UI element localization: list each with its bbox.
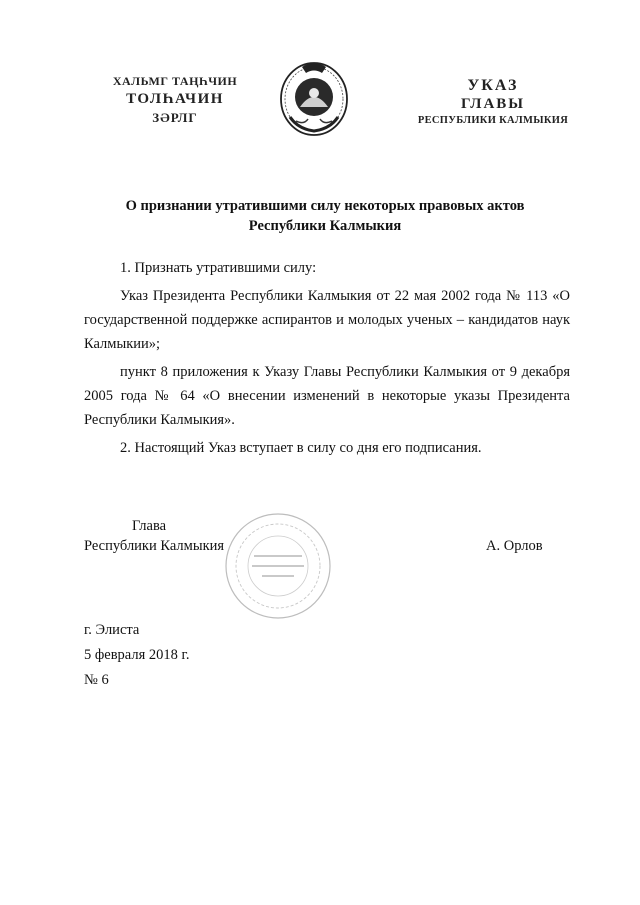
header-russian-line3: РЕСПУБЛИКИ КАЛМЫКИЯ	[417, 115, 569, 126]
footer-city: г. Элиста	[84, 622, 140, 638]
footer-date: 5 февраля 2018 г.	[84, 647, 190, 663]
paragraph-2: пункт 8 приложения к Указу Главы Республики Калмыкия от 9 декабря 2005 года № 64 «О внесении изменений в некоторые указы Президента Республики Калмыкия».	[84, 364, 570, 428]
header-russian-line1: УКАЗ	[467, 77, 519, 94]
document-title	[80, 196, 570, 236]
header-kalmyk	[90, 74, 260, 126]
signature-name: А. Орлов	[486, 538, 543, 554]
document-title-line1: О признании утратившими силу некоторых правовых актов	[125, 198, 525, 214]
header-russian	[408, 77, 578, 126]
document-body	[84, 256, 570, 464]
signature-position-line2: Республики Калмыкия	[84, 538, 225, 554]
header-russian-line2: ГЛАВЫ	[460, 96, 526, 112]
seal-stamp	[222, 510, 334, 622]
header-kalmyk-line3: ЗӘРЛГ	[152, 110, 198, 125]
signature-position-line1: Глава	[132, 518, 167, 534]
item-1: 1. Признать утратившими силу:	[120, 260, 317, 276]
item-2: 2. Настоящий Указ вступает в силу со дня его подписания.	[120, 440, 482, 456]
coat-of-arms-emblem	[278, 57, 350, 137]
header-kalmyk-line2: ТОЛҺАЧИН	[126, 91, 224, 107]
document-title-line2: Республики Калмыкия	[248, 218, 402, 234]
header-kalmyk-line1: ХАЛЬМГ ТАҢҺЧИН	[112, 74, 238, 88]
paragraph-1: Указ Президента Республики Калмыкия от 22 мая 2002 года № 113 «О государственной поддержке аспирантов и молодых ученых – кандидатов наук Калмыкии»;	[84, 288, 570, 352]
footer-number: № 6	[84, 672, 109, 688]
